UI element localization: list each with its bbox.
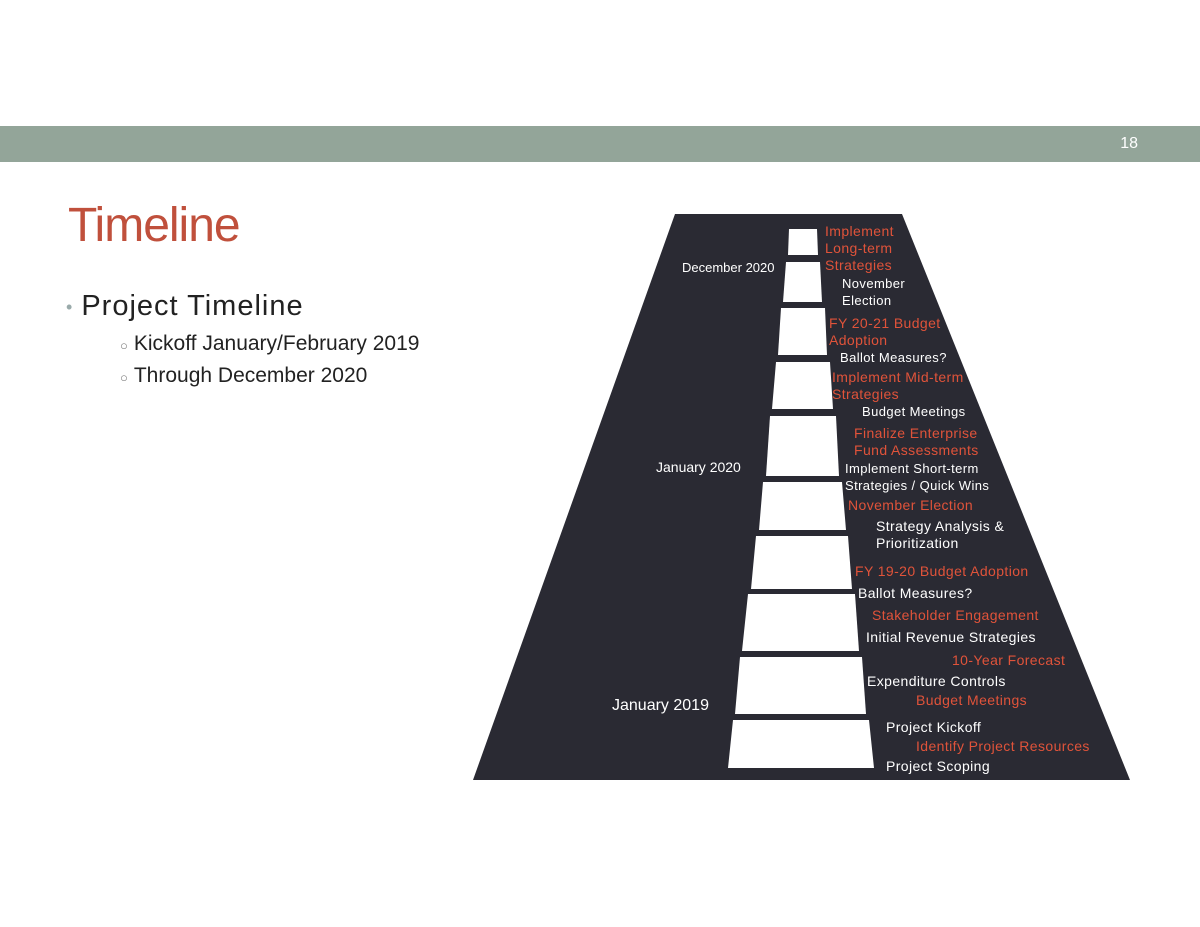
lane-dash xyxy=(788,229,818,255)
page-number: 18 xyxy=(1120,135,1138,152)
sub-bullet-text: Through December 2020 xyxy=(133,364,368,387)
lane-dash xyxy=(751,536,852,589)
milestone-budget-meetings-2020: Budget Meetings xyxy=(862,404,966,419)
lane-dash xyxy=(759,482,846,530)
date-jan-2020: January 2020 xyxy=(656,459,741,475)
milestone-fy1920-budget: FY 19-20 Budget Adoption xyxy=(855,563,1029,579)
milestone-implement-long-term: Implement Long-term Strategies xyxy=(825,223,894,273)
milestone-budget-meetings-2019: Budget Meetings xyxy=(916,692,1028,708)
date-jan-2019: January 2019 xyxy=(612,697,709,714)
milestone-initial-revenue: Initial Revenue Strategies xyxy=(866,629,1036,645)
milestone-strategy-analysis: Strategy Analysis & Prioritization xyxy=(876,518,1005,551)
milestone-identify-resources: Identify Project Resources xyxy=(916,738,1090,754)
bullet-text: Project Timeline xyxy=(81,290,304,322)
milestone-fy2021-budget: FY 20-21 Budget Adoption xyxy=(829,315,941,348)
lane-dash xyxy=(766,416,839,476)
milestone-implement-mid-term: Implement Mid-term Strategies xyxy=(832,369,964,402)
milestone-november-election-2020: November Election xyxy=(842,276,906,308)
date-dec-2020: December 2020 xyxy=(682,260,775,275)
milestone-expenditure-controls: Expenditure Controls xyxy=(867,673,1006,689)
milestone-project-scoping: Project Scoping xyxy=(886,758,991,774)
milestone-ballot-measures-2020: Ballot Measures? xyxy=(840,350,947,365)
slide-title: Timeline xyxy=(68,199,240,252)
milestone-10-year-forecast: 10-Year Forecast xyxy=(952,652,1066,668)
lane-dash xyxy=(778,308,827,355)
milestone-november-election-2019: November Election xyxy=(848,497,974,513)
sub-bullet-text: Kickoff January/February 2019 xyxy=(133,332,420,355)
ring-bullet-icon: ○ xyxy=(120,338,128,353)
lane-dash xyxy=(783,262,822,302)
milestone-project-kickoff: Project Kickoff xyxy=(886,719,982,735)
milestone-implement-short-term: Implement Short-term Strategies / Quick Wins xyxy=(845,461,990,493)
milestone-stakeholder-engagement: Stakeholder Engagement xyxy=(872,607,1039,623)
lane-dash xyxy=(742,594,859,651)
milestone-finalize-enterprise: Finalize Enterprise Fund Assessments xyxy=(854,425,979,458)
lane-dash xyxy=(735,657,866,714)
bullet-dot-icon: • xyxy=(66,296,74,317)
lane-dash xyxy=(772,362,833,409)
ring-bullet-icon: ○ xyxy=(120,370,128,385)
lane-dash xyxy=(728,720,874,768)
milestone-ballot-measures-2019: Ballot Measures? xyxy=(858,585,973,601)
